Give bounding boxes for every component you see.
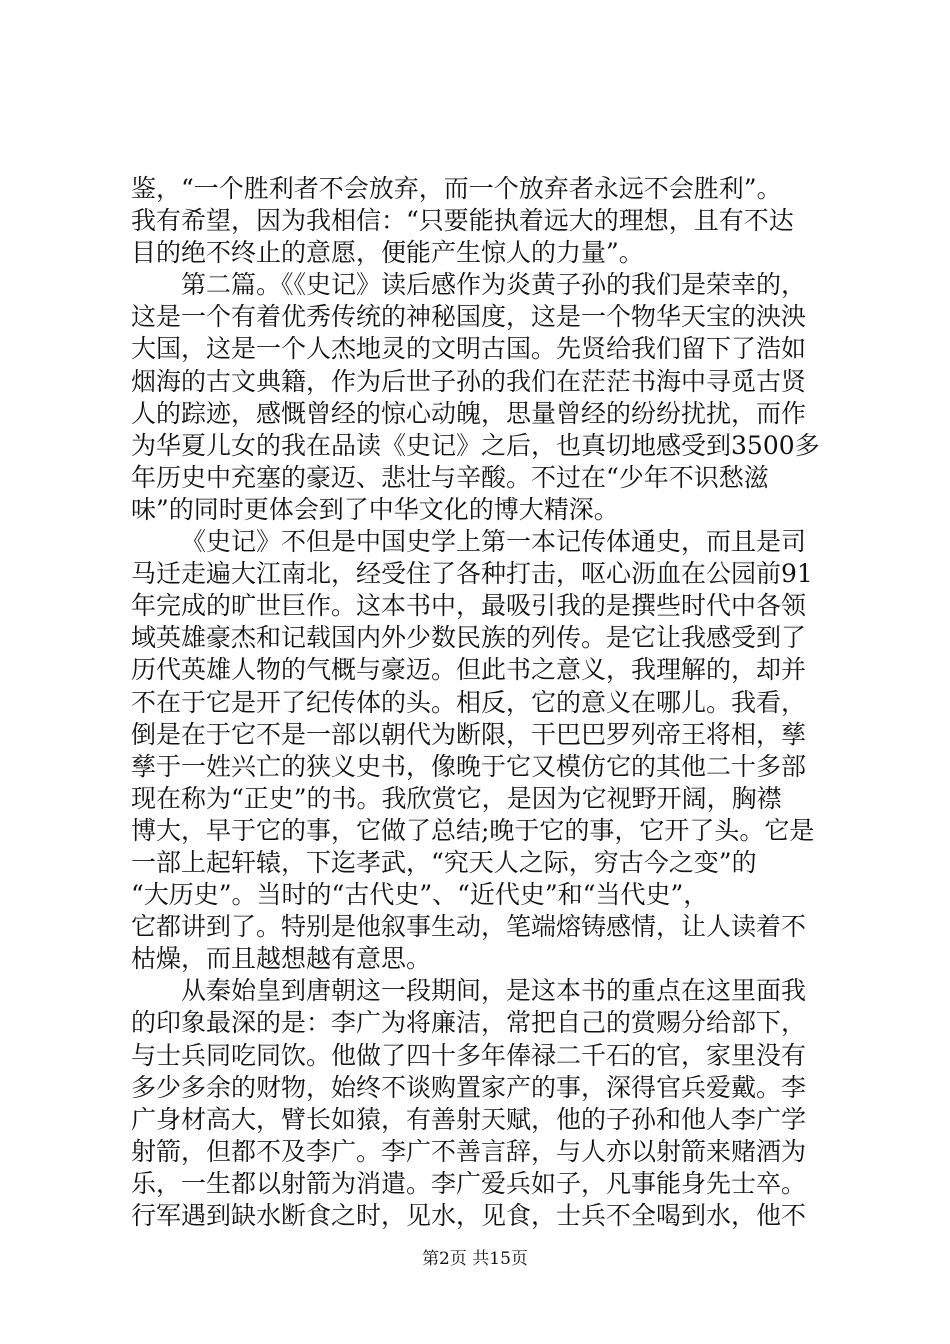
text-line: 马迁走遍大江南北，经受住了各种打击，呕心沥血在公园前91 xyxy=(131,559,813,589)
text-line: 这是一个有着优秀传统的神秘国度，这是一个物华天宝的泱泱 xyxy=(131,302,807,332)
text-line: 倒是在于它不是一部以朝代为断限，干巴巴罗列帝王将相，孳 xyxy=(131,719,807,749)
text-line: 枯燥，而且越想越有意思。 xyxy=(131,944,432,974)
text-line: 《史记》不但是中国史学上第一本记传体通史，而且是司 xyxy=(181,527,807,557)
text-line: 鉴，“一个胜利者不会放弃，而一个放弃者永远不会胜利”。 xyxy=(131,174,782,203)
text-line: 域英雄豪杰和记载国内外少数民族的列传。是它让我感受到了 xyxy=(131,623,807,653)
page-footer: 第2页 共15页 xyxy=(422,1249,528,1269)
text-line: 历代英雄人物的气概与豪迈。但此书之意义，我理解的，却并 xyxy=(131,655,807,685)
text-line: 射箭，但都不及李广。李广不善言辞，与人亦以射箭来赌酒为 xyxy=(131,1136,807,1166)
text-line: 广身材高大，臂长如猿，有善射天赋，他的子孙和他人李广学 xyxy=(131,1104,807,1134)
text-line: “大历史”。当时的“古代史”、“近代史”和“当代史”， xyxy=(131,880,709,910)
body-text xyxy=(131,173,831,1232)
text-line: 博大，早于它的事，它做了总结;晚于它的事，它开了头。它是 xyxy=(131,815,815,845)
text-line: 行军遇到缺水断食之时，见水，见食，士兵不全喝到水，他不 xyxy=(131,1201,807,1230)
text-line: 目的绝不终止的意愿，便能产生惊人的力量”。 xyxy=(131,238,644,268)
text-line: 第二篇。《《史记》读后感作为炎黄子孙的我们是荣幸的， xyxy=(181,270,807,300)
text-line: 人的踪迹，感慨曾经的惊心动魄，思量曾经的纷纷扰扰，而作 xyxy=(131,398,807,428)
text-line: 乐，一生都以射箭为消遣。李广爱兵如子，凡事能身先士卒。 xyxy=(131,1168,807,1198)
text-line: 我有希望，因为我相信：“只要能执着远大的理想，且有不达 xyxy=(131,206,794,236)
text-line: 不在于它是开了纪传体的头。相反，它的意义在哪儿。我看， xyxy=(131,687,807,717)
text-line: 它都讲到了。特别是他叙事生动，笔端熔铸感情，让人读着不 xyxy=(131,912,807,942)
text-line: 多少多余的财物，始终不谈购置家产的事，深得官兵爱戴。李 xyxy=(131,1072,807,1102)
text-line: 年历史中充塞的豪迈、悲壮与辛酸。不过在“少年不识愁滋 xyxy=(131,462,769,492)
text-line: 孳于一姓兴亡的狭义史书，像晚于它又模仿它的其他二十多部 xyxy=(131,751,807,781)
text-line: 大国，这是一个人杰地灵的文明古国。先贤给我们留下了浩如 xyxy=(131,334,807,364)
text-line: 的印象最深的是：李广为将廉洁，常把自己的赏赐分给部下， xyxy=(131,1008,807,1038)
text-line: 一部上起轩辕，下迄孝武，“究天人之际，穷古今之变”的 xyxy=(131,847,757,877)
text-line: 烟海的古文典籍，作为后世子孙的我们在茫茫书海中寻觅古贤 xyxy=(131,366,807,396)
text-line: 与士兵同吃同饮。他做了四十多年俸禄二千石的官，家里没有 xyxy=(131,1040,807,1070)
text-line: 现在称为“正史”的书。我欣赏它，是因为它视野开阔，胸襟 xyxy=(131,783,782,813)
text-line: 为华夏儿女的我在品读《史记》之后，也真切地感受到3500多 xyxy=(131,430,820,460)
text-line: 从秦始皇到唐朝这一段期间，是这本书的重点在这里面我 xyxy=(181,976,807,1006)
text-line: 味”的同时更体会到了中华文化的博大精深。 xyxy=(131,494,619,524)
text-line: 年完成的旷世巨作。这本书中，最吸引我的是撰些时代中各领 xyxy=(131,591,807,621)
